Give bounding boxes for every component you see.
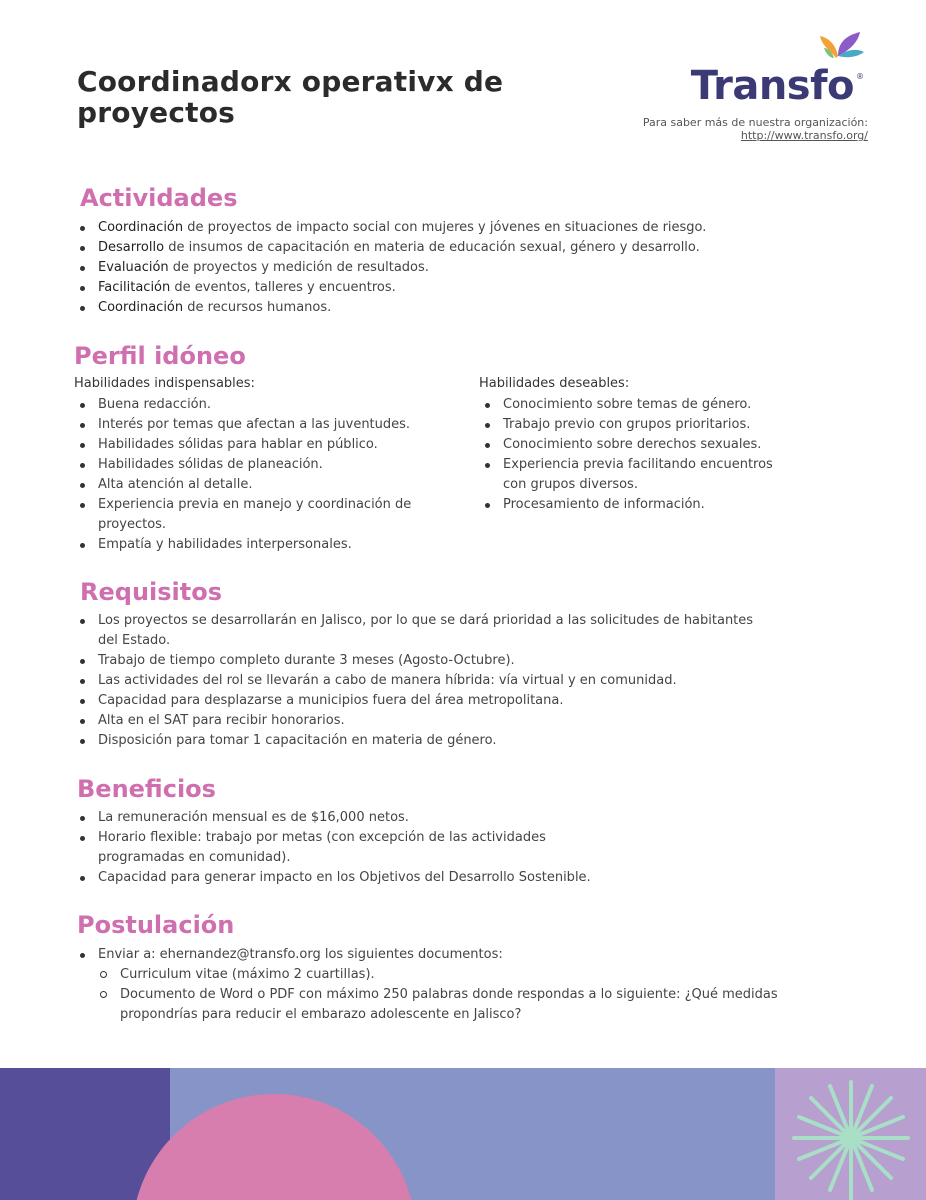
perfil-right-list <box>479 395 779 515</box>
list-item: Alta atención al detalle. <box>74 475 446 495</box>
starburst-icon <box>788 1076 914 1200</box>
list-item: Capacidad para desplazarse a municipios fuera del área metropolitana. <box>74 691 754 711</box>
list-item: Interés por temas que afectan a las juventudes. <box>74 415 446 435</box>
list-item: La remuneración mensual es de $16,000 netos. <box>74 808 634 828</box>
perfil-right-title: Habilidades deseables: <box>479 376 630 391</box>
list-item: Horario flexible: trabajo por metas (con excepción de las actividades programadas en comunidad). <box>74 828 634 868</box>
heading-postulacion: Postulación <box>77 911 235 939</box>
list-item: Los proyectos se desarrollarán en Jalisco, por lo que se dará prioridad a las solicitudes de habitantes del Estado. <box>74 611 754 651</box>
perfil-left-list <box>74 395 446 555</box>
sub-list-item: Documento de Word o PDF con máximo 250 palabras donde respondas a lo siguiente: ¿Qué medidas propondrías para reducir el embarazo adolescente en Jalisco? <box>74 985 794 1025</box>
list-item: Enviar a: ehernandez@transfo.org los siguientes documentos: <box>74 945 794 965</box>
sub-list-item: Curriculum vitae (máximo 2 cuartillas). <box>74 965 794 985</box>
org-note <box>643 116 868 142</box>
perfil-left-title: Habilidades indispensables: <box>74 376 255 391</box>
list-item: Conocimiento sobre temas de género. <box>479 395 779 415</box>
org-note-text: Para saber más de nuestra organización: <box>642 116 868 129</box>
list-item: Alta en el SAT para recibir honorarios. <box>74 711 754 731</box>
list-item: Buena redacción. <box>74 395 446 415</box>
list-item: Coordinación de recursos humanos. <box>74 298 794 318</box>
list-item: Desarrollo de insumos de capacitación en materia de educación sexual, género y desarrollo. <box>74 238 794 258</box>
heading-beneficios: Beneficios <box>77 775 216 803</box>
butterfly-icon <box>816 28 866 64</box>
list-item: Coordinación de proyectos de impacto social con mujeres y jóvenes en situaciones de riesgo. <box>74 218 794 238</box>
beneficios-list <box>74 808 634 888</box>
list-item: Experiencia previa en manejo y coordinación de proyectos. <box>74 495 446 535</box>
requisitos-list <box>74 611 754 751</box>
actividades-list <box>74 218 794 318</box>
list-item: Las actividades del rol se llevarán a cabo de manera híbrida: vía virtual y en comunidad. <box>74 671 754 691</box>
list-item: Empatía y habilidades interpersonales. <box>74 535 446 555</box>
list-item: Facilitación de eventos, talleres y encuentros. <box>74 278 794 298</box>
registered-mark: ® <box>856 72 864 81</box>
heading-actividades: Actividades <box>80 184 238 212</box>
decorative-footer <box>0 1068 926 1200</box>
heading-requisitos: Requisitos <box>80 578 223 606</box>
list-item: Capacidad para generar impacto en los Objetivos del Desarrollo Sostenible. <box>74 868 634 888</box>
list-item: Experiencia previa facilitando encuentros con grupos diversos. <box>479 455 779 495</box>
heading-perfil: Perfil idóneo <box>74 342 246 370</box>
list-item: Habilidades sólidas para hablar en público. <box>74 435 446 455</box>
postulacion-list <box>74 945 794 1025</box>
list-item: Trabajo de tiempo completo durante 3 meses (Agosto-Octubre). <box>74 651 754 671</box>
list-item: Procesamiento de información. <box>479 495 779 515</box>
transfo-logo <box>620 28 868 148</box>
logo-wordmark: Transfo <box>690 63 854 109</box>
list-item: Habilidades sólidas de planeación. <box>74 455 446 475</box>
org-website-link[interactable]: http://www.transfo.org/ <box>740 129 868 142</box>
list-item: Trabajo previo con grupos prioritarios. <box>479 415 779 435</box>
page-title: Coordinadorx operativx de proyectos <box>77 65 504 129</box>
list-item: Disposición para tomar 1 capacitación en materia de género. <box>74 731 754 751</box>
list-item: Evaluación de proyectos y medición de resultados. <box>74 258 794 278</box>
list-item: Conocimiento sobre derechos sexuales. <box>479 435 779 455</box>
